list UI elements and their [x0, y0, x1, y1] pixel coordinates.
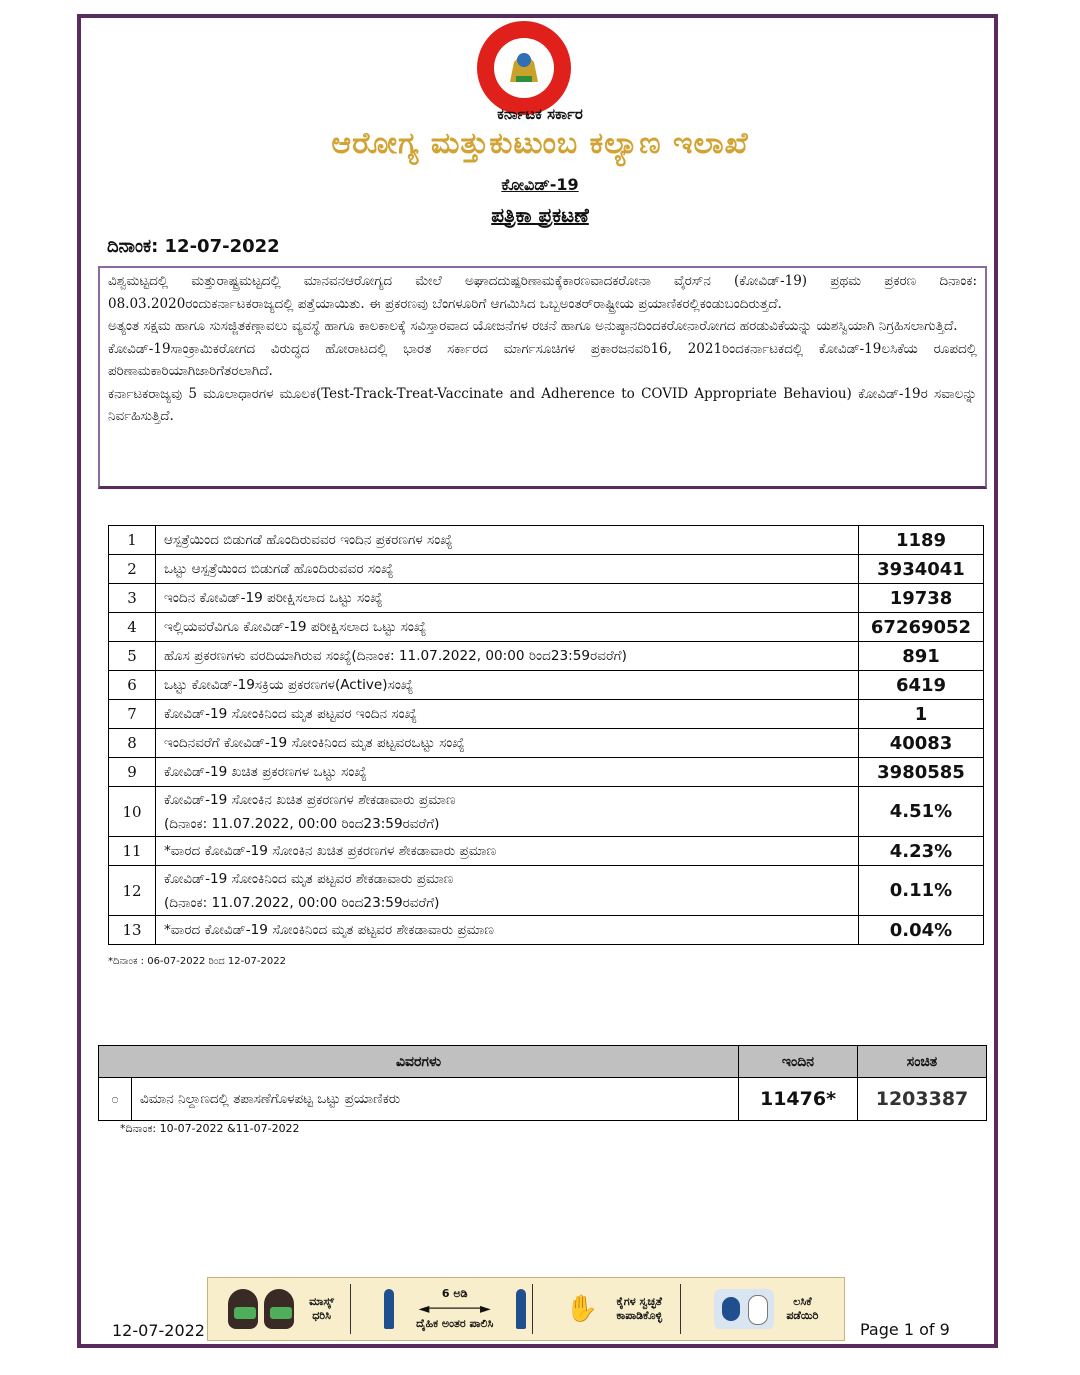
description-line: *ವಾರದ ಕೋವಿಡ್-19 ಸೋಂಕಿನಿಂದ ಮೃತ ಪಟ್ಟವರ ಶೇಕಡಾವಾರು ಪ್ರಮಾಣ [164, 922, 495, 938]
person-icon [384, 1289, 394, 1329]
description-line: ಒಟ್ಟು ಆಸ್ಪತ್ರೆಯಿಂದ ಬಿಡುಗಡೆ ಹೊಂದಿರುವವರ ಸಂಖ್ಯೆ [164, 561, 394, 577]
row-value: 67269052 [859, 613, 984, 642]
person-icon [516, 1289, 526, 1329]
today-value: 11476* [739, 1078, 858, 1121]
row-description [156, 613, 859, 642]
description-line: (ದಿನಾಂಕ: 11.07.2022, 00:00 ರಿಂದ23:59ರವರೆಗೆ) [164, 815, 440, 832]
row-value: 1189 [859, 526, 984, 555]
row-number: ೦ [99, 1078, 132, 1121]
table-row [109, 916, 984, 945]
row-value: 891 [859, 642, 984, 671]
intro-paragraph: ವಿಶ್ವಮಟ್ಟದಲ್ಲಿ ಮತ್ತುರಾಷ್ಟ್ರಮಟ್ಟದಲ್ಲಿ ಮಾನವನಆರೋಗ್ಯದ ಮೇಲೆ ಅಘಾದದುಷ್ಪರಿಣಾಮಕ್ಕೆಕಾರಣವಾದಕರೋನಾ ವೈರಸ್‌ನ (ಕೋವಿಡ್-19) ಪ್ರಥಮ ಪ್ರಕರಣ ದಿನಾಂಕ: 08.03.2020ರಂದುಕರ್ನಾಟಕರಾಜ್ಯದಲ್ಲಿ ಪತ್ತೆಯಾಯಿತು. ಈ ಪ್ರಕರಣವು ಬೆಂಗಳೂರಿಗೆ ಆಗಮಿಸಿದ ಒಬ್ಬಅಂತರ್‌ರಾಷ್ಟ್ರೀಯ ಪ್ರಯಾಣಿಕರಲ್ಲಿಕಂಡುಬಂದಿರುತ್ತದೆ. [108, 273, 977, 312]
row-value: 3980585 [859, 758, 984, 787]
distance-top-label: 6 ಅಡಿ [441, 1287, 468, 1300]
col-details: ವಿವರಗಳು [99, 1046, 739, 1078]
hand-wash-icon: ✋ [565, 1294, 599, 1324]
row-number: 13 [109, 916, 156, 945]
row-description [156, 671, 859, 700]
row-description [156, 642, 859, 671]
table-row [109, 555, 984, 584]
passenger-table [98, 1045, 987, 1121]
table-row [99, 1078, 987, 1121]
row-description [156, 758, 859, 787]
covid-heading: ಕೋವಿಡ್-19 [501, 175, 579, 194]
release-date: ದಿನಾಂಕ: 12-07-2022 [107, 236, 280, 257]
row-description [156, 916, 859, 945]
description-line: ಕೋವಿಡ್-19 ಸೋಂಕಿನ ಖಚಿತ ಪ್ರಕರಣಗಳ ಶೇಕಡಾವಾರು ಪ್ರಮಾಣ [164, 791, 456, 808]
description-line: (ದಿನಾಂಕ: 11.07.2022, 00:00 ರಿಂದ23:59ರವರೆಗೆ) [164, 894, 440, 911]
row-number: 2 [109, 555, 156, 584]
intro-paragraph: ಅತ್ಯಂತ ಸಕ್ಷಮ ಹಾಗೂ ಸುಸಜ್ಜಿತಕಣ್ಗಾವಲು ವ್ಯವಸ್ಥೆ ಹಾಗೂ ಕಾಲಕಾಲಕ್ಕೆ ಸವಿಸ್ತಾರವಾದ ಯೋಜನೆಗಳ ರಚನೆ ಹಾಗೂ ಅನುಷ್ಠಾನದಿಂದಕರೋನಾರೋಗದ ಹರಡುವಿಕೆಯನ್ನು ಯಶಸ್ವಿಯಾಗಿ ನಿಗ್ರಹಿಸಲಾಗುತ್ತಿದೆ. [108, 318, 958, 334]
safety-banner [207, 1277, 845, 1341]
row-value: 4.23% [859, 837, 984, 866]
press-release-heading: ಪತ್ರಿಕಾ ಪ್ರಕಟಣೆ [491, 203, 589, 227]
row-number: 6 [109, 671, 156, 700]
distance-bottom-label: ದೈಹಿಕ ಅಂತರ ಪಾಲಿಸಿ [416, 1317, 494, 1330]
hands-label: ಕೈಗಳ ಸ್ವಚ್ಛತೆ ಕಾಪಾಡಿಕೊಳ್ಳಿ [616, 1295, 663, 1322]
table-row [109, 758, 984, 787]
row-value: 3934041 [859, 555, 984, 584]
row-number: 7 [109, 700, 156, 729]
col-today: ಇಂದಿನ [739, 1046, 858, 1078]
description-line: ಕೋವಿಡ್-19 ಖಚಿತ ಪ್ರಕರಣಗಳ ಒಟ್ಟು ಸಂಖ್ಯೆ [164, 764, 367, 780]
arrow-icon: ◄──────► [418, 1301, 491, 1317]
description-line: *ವಾರದ ಕೋವಿಡ್-19 ಸೋಂಕಿನ ಖಚಿತ ಪ್ರಕರಣಗಳ ಶೇಕಡಾವಾರು ಪ್ರಮಾಣ [164, 843, 497, 859]
row-value: 0.04% [859, 916, 984, 945]
vaccination-icon [714, 1289, 774, 1329]
intro-paragraph: ಕರ್ನಾಟಕರಾಜ್ಯವು 5 ಮೂಲಾಧಾರಗಳ ಮೂಲಕ(Test-Track-Treat-Vaccinate and Adherence to COVID Appropriate Behaviou) ಕೋವಿಡ್-19ರ ಸವಾಲನ್ನು ನಿರ್ವಹಿಸುತ್ತಿದೆ. [108, 385, 977, 424]
row-value: 6419 [859, 671, 984, 700]
stats-footnote: *ದಿನಾಂಕ : 06-07-2022 ರಿಂದ 12-07-2022 [108, 956, 286, 967]
masked-face-icon [264, 1289, 294, 1329]
description-line: ಒಟ್ಟು ಕೋವಿಡ್-19ಸಕ್ರಿಯ ಪ್ರಕರಣಗಳ(Active)ಸಂಖ್ಯೆ [164, 677, 414, 693]
row-number: 12 [109, 866, 156, 916]
row-number: 8 [109, 729, 156, 758]
row-value: 0.11% [859, 866, 984, 916]
row-number: 9 [109, 758, 156, 787]
row-value: 40083 [859, 729, 984, 758]
description-line: ಹೊಸ ಪ್ರಕರಣಗಳು ವರದಿಯಾಗಿರುವ ಸಂಖ್ಯೆ(ದಿನಾಂಕ: 11.07.2022, 00:00 ರಿಂದ23:59ರವರೆಗೆ) [164, 648, 627, 664]
row-value: 1 [859, 700, 984, 729]
table-row [109, 837, 984, 866]
row-description [156, 729, 859, 758]
masked-face-icon [228, 1289, 258, 1329]
covid-stats-table [108, 525, 984, 945]
row-description [156, 526, 859, 555]
table-row [109, 613, 984, 642]
row-description [156, 837, 859, 866]
hands-segment [560, 1284, 681, 1334]
mask-segment [222, 1284, 351, 1334]
row-description: ವಿಮಾನ ನಿಲ್ದಾಣದಲ್ಲಿ ತಪಾಸಣೆಗೊಳಪಟ್ಟ ಒಟ್ಟು ಪ್ರಯಾಣಿಕರು [132, 1078, 739, 1121]
description-line: ಇಂದಿನವರೆಗೆ ಕೋವಿಡ್-19 ಸೋಂಕಿನಿಂದ ಮೃತ ಪಟ್ಟವರಒಟ್ಟು ಸಂಖ್ಯೆ [164, 735, 465, 751]
row-description [156, 866, 859, 916]
row-value: 4.51% [859, 787, 984, 837]
cumulative-value: 1203387 [858, 1078, 987, 1121]
row-number: 5 [109, 642, 156, 671]
description-line: ಆಸ್ಪತ್ರೆಯಿಂದ ಬಿಡುಗಡೆ ಹೊಂದಿರುವವರ ಇಂದಿನ ಪ್ರಕರಣಗಳ ಸಂಖ್ಯೆ [164, 532, 453, 548]
govt-name: ಕರ್ನಾಟಕ ಸರ್ಕಾರ [497, 105, 583, 123]
row-number: 10 [109, 787, 156, 837]
intro-paragraph: ಕೋವಿಡ್-19ಸಾಂಕ್ರಾಮಿಕರೋಗದ ವಿರುದ್ಧದ ಹೋರಾಟದಲ್ಲಿ ಭಾರತ ಸರ್ಕಾರದ ಮಾರ್ಗಸೂಚಿಗಳ ಪ್ರಕಾರಜನವರಿ16, 2021ರಿಂದಕರ್ನಾಟಕದಲ್ಲಿ ಕೋವಿಡ್-19ಲಸಿಕೆಯ ರೂಪದಲ್ಲಿ ಪರಿಣಾಮಕಾರಿಯಾಗಿಜಾರಿಗೆತರಲಾಗಿದೆ. [108, 340, 977, 379]
intro-box [98, 266, 987, 489]
page-number: Page 1 of 9 [860, 1320, 950, 1339]
vaccine-segment [708, 1284, 830, 1334]
row-number: 1 [109, 526, 156, 555]
row-description [156, 700, 859, 729]
distance-segment [378, 1284, 533, 1334]
footer-date: 12-07-2022 [112, 1321, 205, 1340]
table-row [109, 866, 984, 916]
col-cumulative: ಸಂಚಿತ [858, 1046, 987, 1078]
table-row [109, 584, 984, 613]
row-value: 19738 [859, 584, 984, 613]
description-line: ಇಂದಿನ ಕೋವಿಡ್-19 ಪರೀಕ್ಷಿಸಲಾದ ಒಟ್ಟು ಸಂಖ್ಯೆ [164, 590, 383, 606]
row-description [156, 787, 859, 837]
row-number: 11 [109, 837, 156, 866]
description-line: ಇಲ್ಲಿಯವರೆವಿಗೂ ಕೋವಿಡ್-19 ಪರೀಕ್ಷಿಸಲಾದ ಒಟ್ಟು ಸಂಖ್ಯೆ [164, 619, 427, 635]
row-number: 3 [109, 584, 156, 613]
table-row [109, 729, 984, 758]
table-row [109, 526, 984, 555]
mask-label: ಮಾಸ್ಕ್ ಧರಿಸಿ [309, 1295, 334, 1322]
karnataka-emblem-icon [476, 20, 572, 116]
vaccine-label: ಲಸಿಕೆ ಪಡೆಯಿರಿ [786, 1295, 819, 1322]
description-line: ಕೋವಿಡ್-19 ಸೋಂಕಿನಿಂದ ಮೃತ ಪಟ್ಟವರ ಇಂದಿನ ಸಂಖ್ಯೆ [164, 706, 417, 722]
passenger-footnote: *ದಿನಾಂಕ: 10-07-2022 &11-07-2022 [120, 1122, 300, 1135]
table-row [109, 787, 984, 837]
department-title: ಆರೋಗ್ಯ ಮತ್ತುಕುಟುಂಬ ಕಲ್ಯಾಣ ಇಲಾಖೆ [331, 126, 749, 161]
table-row [109, 700, 984, 729]
row-number: 4 [109, 613, 156, 642]
row-description [156, 584, 859, 613]
table-row [109, 671, 984, 700]
table-row [109, 642, 984, 671]
row-description [156, 555, 859, 584]
description-line: ಕೋವಿಡ್-19 ಸೋಂಕಿನಿಂದ ಮೃತ ಪಟ್ಟವರ ಶೇಕಡಾವಾರು ಪ್ರಮಾಣ [164, 870, 454, 887]
